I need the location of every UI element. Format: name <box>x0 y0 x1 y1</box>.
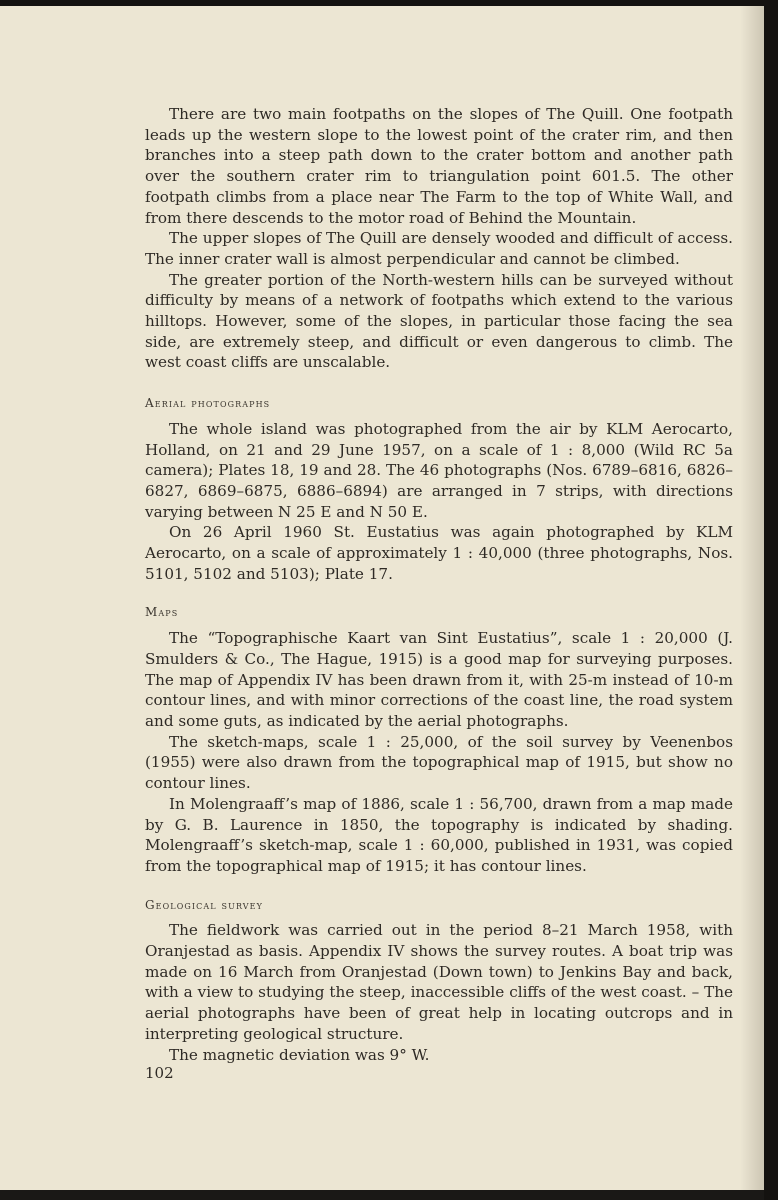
page-body-text <box>145 104 733 1065</box>
paragraph-fieldwork: The fieldwork was carried out in the period 8–21 March 1958, with Oranjestad as basis. Appendix IV shows the survey routes. A boat trip was made on 16 March from Oranjestad (Down town) to Jenkins Bay and back, with a view to studying the steep, inaccessible cliffs of the west coast. – The aerial photographs have been of great help in locating outcrops and in interpreting geological structure. <box>145 921 733 1043</box>
paragraph-aerial-1960: On 26 April 1960 St. Eustatius was again photographed by KLM Aerocarto, on a scale of approximately 1 : 40,000 (three photographs, Nos. 5101, 5102 and 5103); Plate 17. <box>145 523 733 583</box>
paragraph-aerial-1957: The whole island was photographed from the air by KLM Aerocarto, Holland, on 21 and 29 June 1957, on a scale of 1 : 8,000 (Wild RC 5a camera); Plates 18, 19 and 28. The 46 photographs (Nos. 6789–6816, 6826–6827, 6869–6875, 6886–6894) are arranged in 7 strips, with directions varying between N 25 E and N 50 E. <box>145 419 733 521</box>
paragraph-footpaths: There are two main footpaths on the slopes of The Quill. One footpath leads up the western slope to the lowest point of the crater rim, and then branches into a steep path down to the crater bottom and another path over the southern crater rim to triangulation point 601.5. The other footpath climbs from a place near The Farm to the top of White Wall, and from there descends to the motor road of Behind the Mountain. <box>145 105 733 227</box>
paragraph-upper-slopes: The upper slopes of The Quill are densely wooded and difficult of access. The inner crater wall is almost perpendicular and cannot be climbed. <box>145 229 733 268</box>
book-page <box>0 6 764 1190</box>
paragraph-magnetic-deviation: The magnetic deviation was 9° W. <box>169 1045 430 1064</box>
heading-maps: Maps <box>145 605 179 620</box>
paragraph-sketch-maps: The sketch-maps, scale 1 : 25,000, of the soil survey by Veenenbos (1955) were also drawn from the topographical map of 1915, but show no contour lines. <box>145 732 733 793</box>
heading-aerial-photographs: Aerial photographs <box>145 396 271 411</box>
heading-geological-survey: Geological survey <box>145 897 263 912</box>
paragraph-topographic-map: The “Topographische Kaart van Sint Eustatius”, scale 1 : 20,000 (J. Smulders & Co., The Hague, 1915) is a good map for surveying purposes. The map of Appendix IV has been drawn from it, with 25-m instead of 10-m contour lines, and with minor corrections of the coast line, the road system and some guts, as indicated by the aerial photographs. <box>145 629 733 730</box>
paragraph-northwestern-hills: The greater portion of the North-western hills can be surveyed without difficulty by means of a network of footpaths which extend to the various hilltops. However, some of the slopes, in particular those facing the sea side, are extremely steep, and difficult or even dangerous to climb. The west coast cliffs are unscalable. <box>145 270 733 372</box>
scan-right-edge <box>764 0 778 1200</box>
paragraph-molengraaff: In Molengraaff’s map of 1886, scale 1 : 56,700, drawn from a map made by G. B. Laurence in 1850, the topography is indicated by shading. Molengraaff’s sketch-map, scale 1 : 60,000, published in 1931, was copied from the topographical map of 1915; it has contour lines. <box>145 794 733 875</box>
page-number: 102 <box>145 1064 174 1082</box>
